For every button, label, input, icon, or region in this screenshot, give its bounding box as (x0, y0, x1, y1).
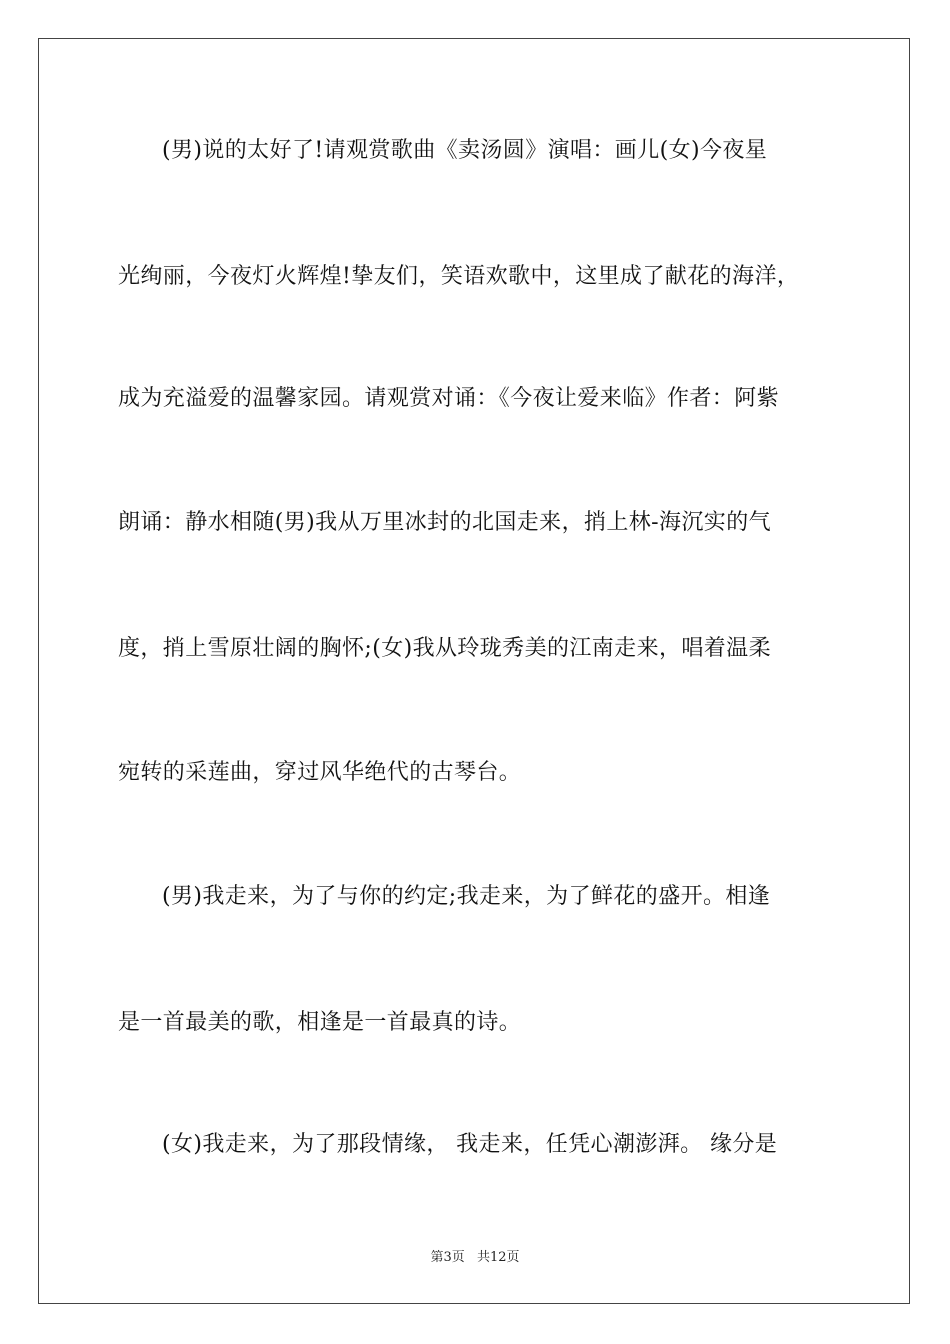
paragraph-line: 是一首最美的歌，相逢是一首最真的诗。 (118, 1010, 522, 1035)
page-frame (38, 38, 910, 1304)
paragraph-line: 宛转的采莲曲，穿过风华绝代的古琴台。 (118, 760, 522, 785)
paragraph-line: 度，捎上雪原壮阔的胸怀;(女)我从玲珑秀美的江南走来，唱着温柔 (118, 636, 771, 661)
page-footer (0, 1246, 950, 1265)
page-number: 第3页 (430, 1250, 465, 1265)
paragraph-line: (男)说的太好了!请观赏歌曲《卖汤圆》演唱：画儿(女)今夜星 (162, 138, 768, 163)
paragraph-line: 光绚丽，今夜灯火辉煌!挚友们，笑语欢歌中，这里成了献花的海洋， (118, 264, 800, 289)
paragraph-line: 朗诵：静水相随(男)我从万里冰封的北国走来，捎上林-海沉实的气 (118, 510, 772, 535)
paragraph-line: 成为充溢爱的温馨家园。请观赏对诵：《今夜让爱来临》作者：阿紫 (118, 386, 780, 411)
page-total: 共12页 (476, 1250, 520, 1265)
paragraph-line: (女)我走来，为了那段情缘， 我走来，任凭心潮澎湃。 缘分是 (162, 1132, 778, 1157)
paragraph-line: (男)我走来，为了与你的约定;我走来，为了鲜花的盛开。相逢 (162, 884, 771, 909)
